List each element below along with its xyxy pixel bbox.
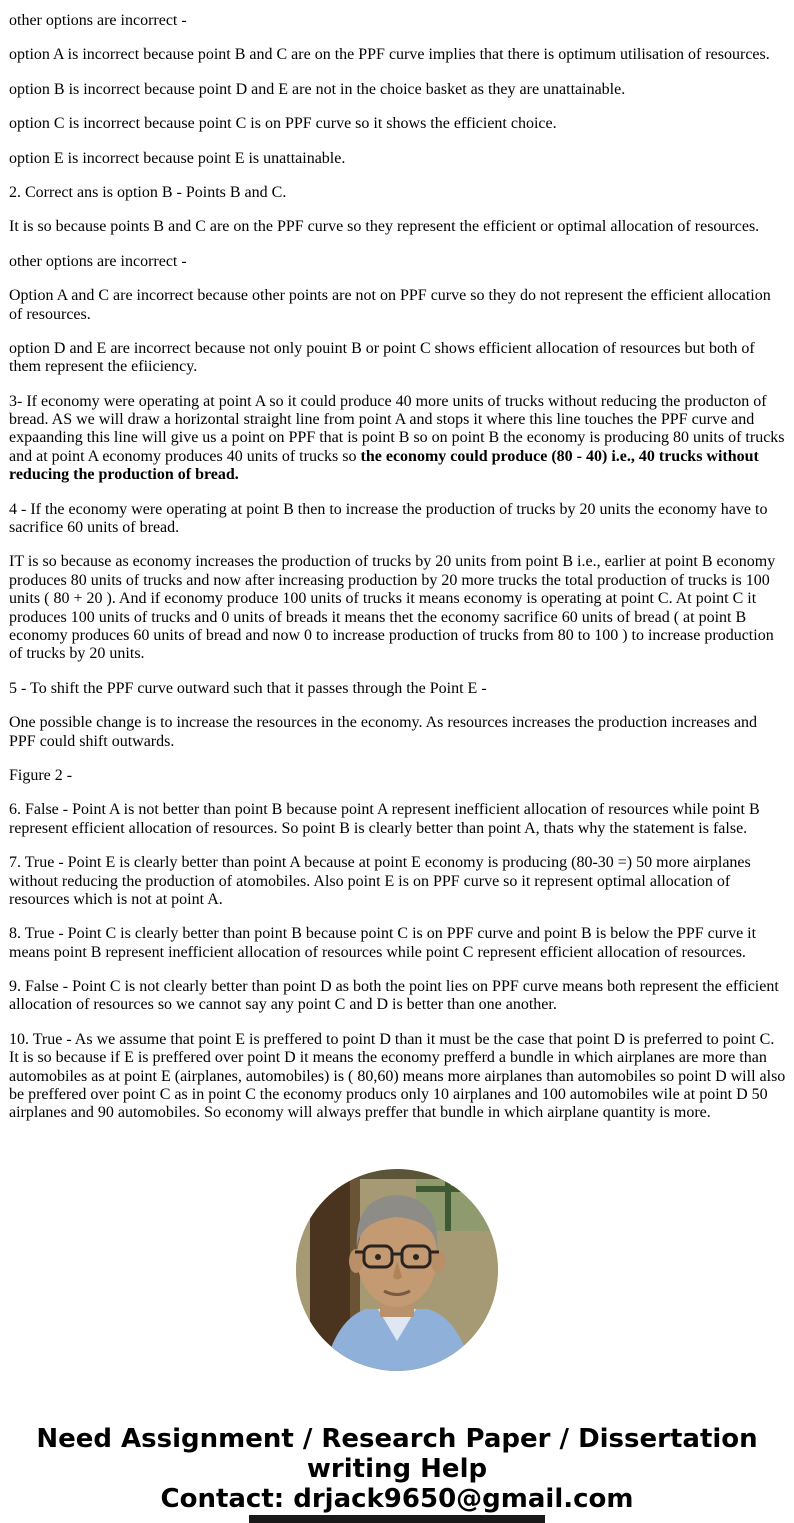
footer-help-line-1: Need Assignment / Research Paper / Dissertation [36, 1423, 758, 1454]
paragraph: 7. True - Point E is clearly better than point A because at point E economy is producing (80-30 =) 50 more airplanes without reducing the production of atomobiles. Also point E is on PPF curve so it represent optimal allocation of resources which is not at point A. [9, 854, 751, 908]
paragraph: option A is incorrect because point B and C are on the PPF curve implies that there is optimum utilisation of resources. [9, 46, 770, 64]
paragraph: Option A and C are incorrect because other points are not on PPF curve so they do not represent the efficient allocation of resources. [9, 287, 771, 323]
footer-banner [0, 1424, 794, 1514]
paragraph: other options are incorrect - [9, 12, 187, 29]
paragraph: option B is incorrect because point D and E are not in the choice basket as they are unattainable. [9, 80, 626, 98]
paragraph: One possible change is to increase the resources in the economy. As resources increases the production increases and PPF could shift outwards. [9, 714, 758, 750]
paragraph: It is so because points B and C are on the PPF curve so they represent the efficient or optimal allocation of resources. [9, 218, 760, 236]
bottom-image-strip [249, 1515, 545, 1523]
avatar [296, 1169, 498, 1371]
paragraph: 10. True - As we assume that point E is preffered to point D than it must be the case that point D is preferred to point C. It is so because if E is preffered over point D it means the economy prefferd a bundle in which airplanes are more than automobiles as at point E (airplanes, automobiles) is ( 80,60) means more airplanes than automobiles so point D will also be preffered over point C as in point C the economy producs only 10 airplanes and 100 automobiles wile at point D 50 airplanes and 90 automobiles. So economy will always preffer that bundle in which airplane quantity is more. [9, 1030, 786, 1122]
paragraph: 8. True - Point C is clearly better than point B because point C is on PPF curve and point B is below the PPF curve it means point B represent inefficient allocation of resources while point C represent efficient allocation of resources. [9, 925, 757, 961]
paragraph: IT is so because as economy increases the production of trucks by 20 units from point B i.e., earlier at point B economy produces 80 units of trucks and now after increasing production by 20 more trucks the total production of trucks is 100 units ( 80 + 20 ). And if economy produce 100 units of trucks it means economy is operating at point C. At point C it produces 100 units of trucks and 0 units of breads it means thet the economy sacrifice 60 units of bread ( at point B economy produces 60 units of bread and now 0 to increase production of trucks from 80 to 100 ) to increase production of trucks by 20 units. [9, 553, 776, 663]
paragraph: 5 - To shift the PPF curve outward such that it passes through the Point E - [9, 679, 487, 697]
paragraph: option E is incorrect because point E is unattainable. [9, 149, 346, 167]
paragraph: Figure 2 - [9, 766, 73, 784]
footer-help-line-2: writing Help [306, 1453, 488, 1484]
paragraph: option C is incorrect because point C is on PPF curve so it shows the efficient choice. [9, 115, 557, 133]
paragraph: 4 - If the economy were operating at point B then to increase the production of trucks by 20 units the economy have to sacrifice 60 units of bread. [9, 500, 768, 537]
paragraph: option D and E are incorrect because not only pouint B or point C shows efficient allocation of resources but both of them represent the efiiciency. [9, 339, 755, 376]
paragraph: 6. False - Point A is not better than point B because point A represent inefficient allocation of resources while point B represent efficient allocation of resources. So point B is clearly better than point A, thats why the statement is false. [9, 801, 760, 837]
paragraph: other options are incorrect - [9, 252, 187, 270]
paragraph: 9. False - Point C is not clearly better than point D as both the point lies on PPF curve means both represent the efficient allocation of resources so we cannot say any point C and D is better than one another. [9, 978, 779, 1014]
paragraph: 3- If economy were operating at point A so it could produce 40 more units of trucks without reducing the producton of bread. AS we will draw a horizontal straight line from point A and stops it where this line touches the PPF curve and expaanding this line will give us a point on PPF that is point B so on point B the economy is producing 80 units of trucks and at point A economy produces 40 units of trucks so the economy could produce (80 - 40) i.e., 40 trucks without reducing the production of bread. [9, 392, 785, 484]
avatar-photo-illustration [296, 1169, 498, 1371]
footer-contact-email: Contact: drjack9650@gmail.com [160, 1483, 634, 1514]
paragraph: 2. Correct ans is option B - Points B and C. [9, 183, 287, 201]
